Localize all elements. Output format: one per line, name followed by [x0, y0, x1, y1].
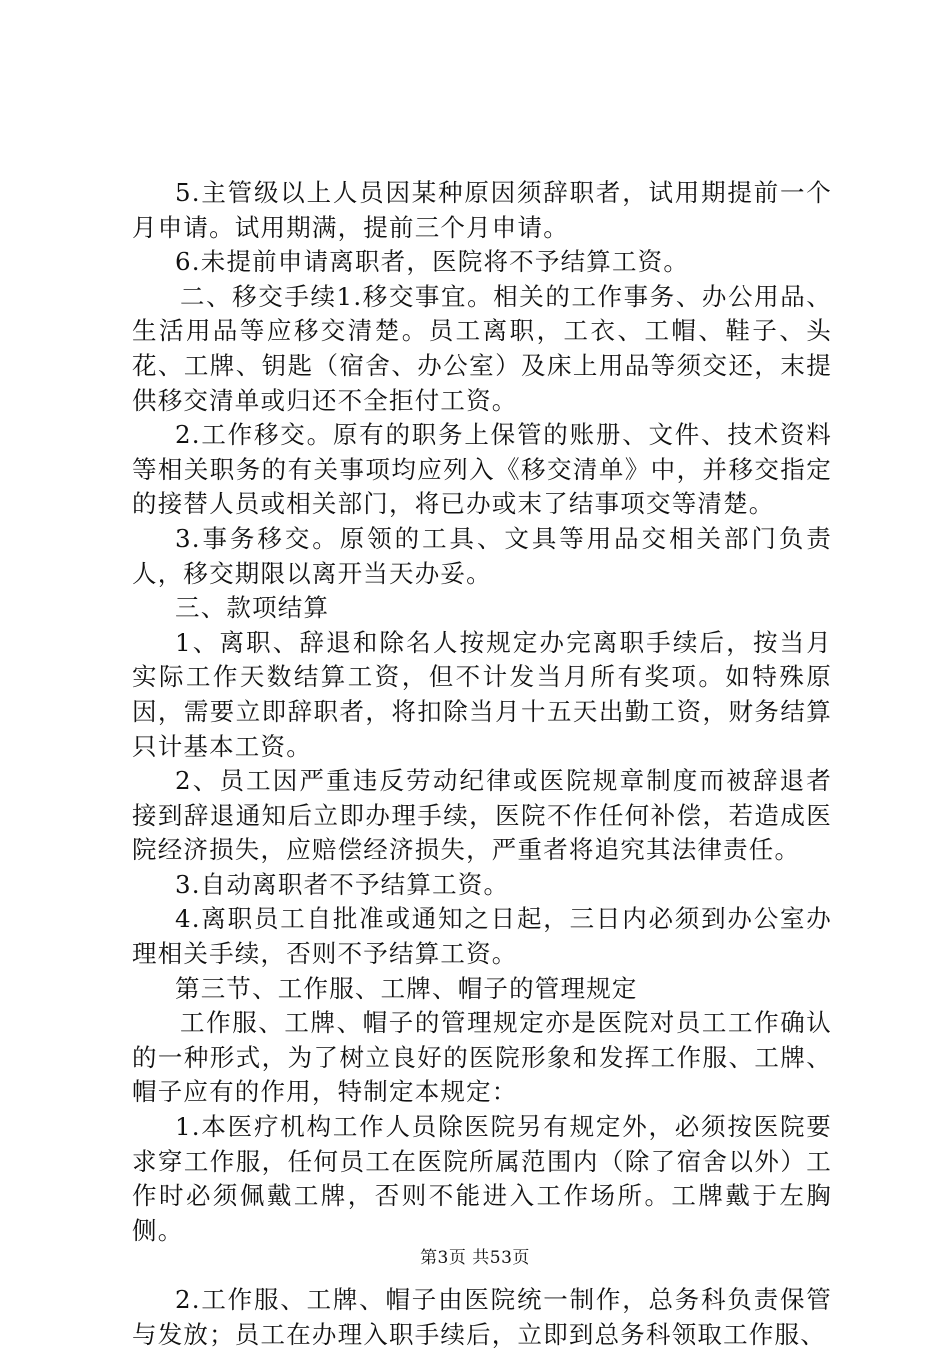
page-footer: 第3页 共53页: [420, 1248, 530, 1268]
paragraph-settlement-1: 1、离职、辞退和除名人按规定办完离职手续后，按当月实际工作天数结算工资，但不计发当月所有奖项。如特殊原因，需要立即辞职者，将扣除当月十五天出勤工资，财务结算只计基本工资。: [132, 627, 832, 761]
paragraph-settlement-2: 2、员工因严重违反劳动纪律或医院规章制度而被辞退者接到辞退通知后立即办理手续，医院不作任何补偿，若造成医院经济损失，应赔偿经济损失，严重者将追究其法律责任。: [132, 766, 832, 865]
paragraph-uniform-intro: 工作服、工牌、帽子的管理规定亦是医院对员工工作确认的一种形式，为了树立良好的医院形象和发挥工作服、工牌、帽子应有的作用，特制定本规定：: [132, 1008, 832, 1107]
paragraph-uniform-rule-2: 2.工作服、工牌、帽子由医院统一制作，总务科负责保管与发放；员工在办理入职手续后，立即到总务科领取工作服、: [132, 1285, 832, 1349]
document-body: [132, 176, 832, 1352]
paragraph-uniform-rule-1: 1.本医疗机构工作人员除医院另有规定外，必须按医院要求穿工作服，任何员工在医院所属范围内（除了宿舍以外）工作时必须佩戴工牌，否则不能进入工作场所。工牌戴于左胸侧。: [132, 1112, 832, 1245]
paragraph-handover-items: 二、移交手续1.移交事宜。相关的工作事务、办公用品、生活用品等应移交清楚。员工离职，工衣、工帽、鞋子、头花、工牌、钥匙（宿舍、办公室）及床上用品等须交还，末提供移交清单或归还不全拒付工资。: [132, 281, 832, 415]
paragraph-affairs-handover: 3.事务移交。原领的工具、文具等用品交相关部门负责人，移交期限以离开当天办妥。: [132, 523, 832, 588]
paragraph-no-notice-wages: 6.未提前申请离职者，医院将不予结算工资。: [175, 247, 690, 277]
paragraph-work-handover: 2.工作移交。原有的职务上保管的账册、文件、技术资料等相关职务的有关事项均应列入《移交清单》中，并移交指定的接替人员或相关部门，将已办或末了结事项交等清楚。: [132, 420, 832, 519]
paragraph-settlement-4: 4.离职员工自批准或通知之日起，三日内必须到办公室办理相关手续，否则不予结算工资。: [132, 904, 832, 969]
section-heading-uniform-rules: 第三节、工作服、工牌、帽子的管理规定: [175, 973, 638, 1003]
paragraph-resignation-notice-supervisor: 5.主管级以上人员因某种原因须辞职者，试用期提前一个月申请。试用期满，提前三个月申请。: [132, 178, 832, 242]
paragraph-settlement-3: 3.自动离职者不予结算工资。: [175, 869, 510, 899]
section-heading-settlement: 三、款项结算: [175, 593, 330, 623]
